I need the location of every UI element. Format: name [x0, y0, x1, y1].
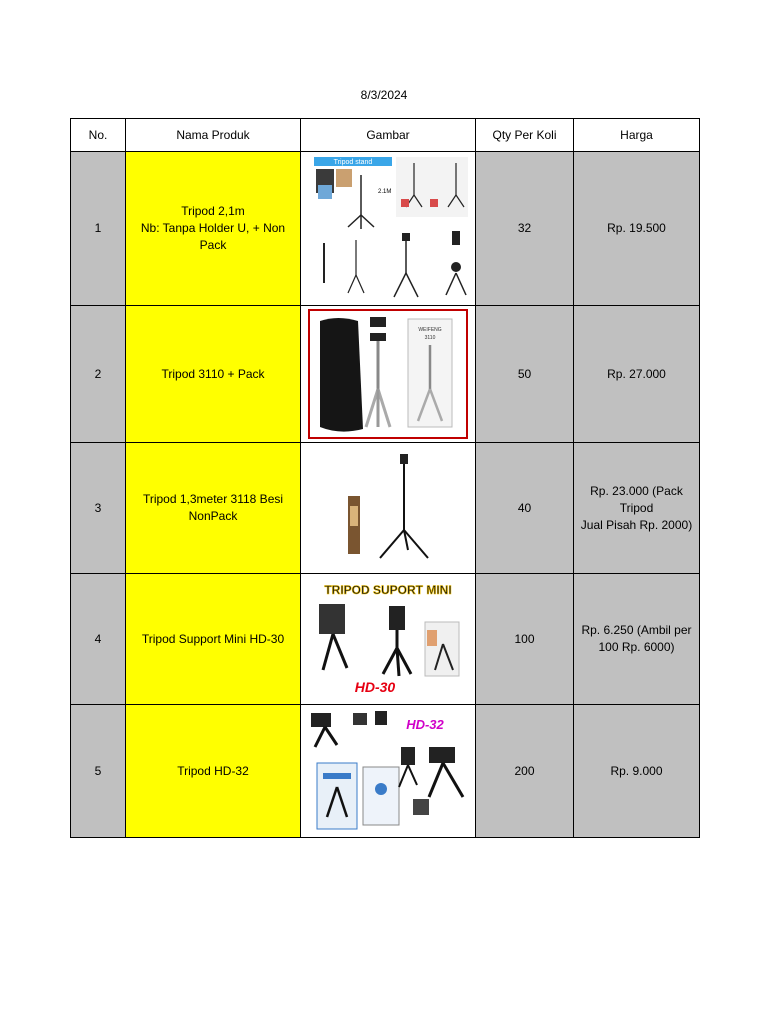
table-row — [71, 306, 700, 443]
header-price: Harga — [574, 119, 700, 152]
product-name: Tripod 3110 + Pack — [161, 366, 265, 381]
table-row — [71, 443, 700, 574]
row-number: 4 — [71, 574, 126, 705]
tripod-hd32-image — [303, 707, 473, 835]
row-number: 1 — [71, 152, 126, 306]
price: Rp. 6.250 (Ambil per — [581, 623, 692, 637]
svg-text:WEIFENG: WEIFENG — [418, 327, 442, 333]
qty-per-koli: 200 — [476, 705, 574, 838]
header-no: No. — [71, 119, 126, 152]
header-product-name: Nama Produk — [126, 119, 301, 152]
product-name: Tripod 1,3meter 3118 Besi — [142, 492, 284, 506]
table-header-row — [71, 119, 700, 152]
svg-text:HD-30: HD-30 — [354, 679, 396, 695]
product-name-cell — [126, 705, 301, 838]
tripod-3110-image — [308, 309, 468, 439]
price: Rp. 9.000 — [610, 763, 663, 778]
tripod-3118-image — [328, 446, 448, 570]
header-qty-per-koli: Qty Per Koli — [476, 119, 574, 152]
document-date: 8/3/2024 — [360, 88, 408, 102]
qty-per-koli: 32 — [476, 152, 574, 306]
product-name: Tripod 2,1m — [181, 204, 245, 218]
price-note: 100 Rp. 6000) — [598, 640, 675, 654]
price: Rp. 19.500 — [607, 221, 666, 235]
product-image-cell — [301, 152, 476, 306]
svg-text:TRIPOD SUPORT MINI: TRIPOD SUPORT MINI — [324, 583, 452, 597]
price-cell — [574, 574, 700, 705]
product-image-cell — [301, 705, 476, 838]
table-row — [71, 574, 700, 705]
svg-text:3110: 3110 — [424, 335, 436, 341]
price-cell — [574, 705, 700, 838]
tripod-hd30-image — [313, 578, 463, 700]
product-name-cell — [126, 152, 301, 306]
product-image-cell — [301, 443, 476, 574]
product-name-cell — [126, 443, 301, 574]
product-image-cell — [301, 306, 476, 443]
price: Rp. 27.000 — [607, 366, 666, 381]
product-name-cell — [126, 306, 301, 443]
price-note: Jual Pisah Rp. 2000) — [580, 517, 693, 532]
product-name-cell — [126, 574, 301, 705]
table-row — [71, 152, 700, 306]
price-cell — [574, 443, 700, 574]
row-number: 2 — [71, 306, 126, 443]
price-cell — [574, 306, 700, 443]
svg-text:HD-32: HD-32 — [406, 717, 444, 732]
product-note: NonPack — [188, 509, 238, 523]
qty-per-koli: 40 — [476, 443, 574, 574]
table-row — [71, 705, 700, 838]
product-table — [70, 118, 700, 838]
product-name: Tripod Support Mini HD-30 — [141, 631, 285, 646]
tripod-stand-image — [306, 155, 471, 303]
row-number: 5 — [71, 705, 126, 838]
qty-per-koli: 100 — [476, 574, 574, 705]
product-note: Nb: Tanpa Holder U, + Non Pack — [140, 221, 286, 252]
svg-text:Tripod stand: Tripod stand — [333, 158, 372, 166]
qty-per-koli: 50 — [476, 306, 574, 443]
price-cell — [574, 152, 700, 306]
product-name: Tripod HD-32 — [177, 763, 249, 778]
product-image-cell — [301, 574, 476, 705]
price: Rp. 23.000 (Pack Tripod — [590, 483, 683, 515]
row-number: 3 — [71, 443, 126, 574]
svg-text:2.1M: 2.1M — [377, 188, 391, 195]
header-image: Gambar — [301, 119, 476, 152]
